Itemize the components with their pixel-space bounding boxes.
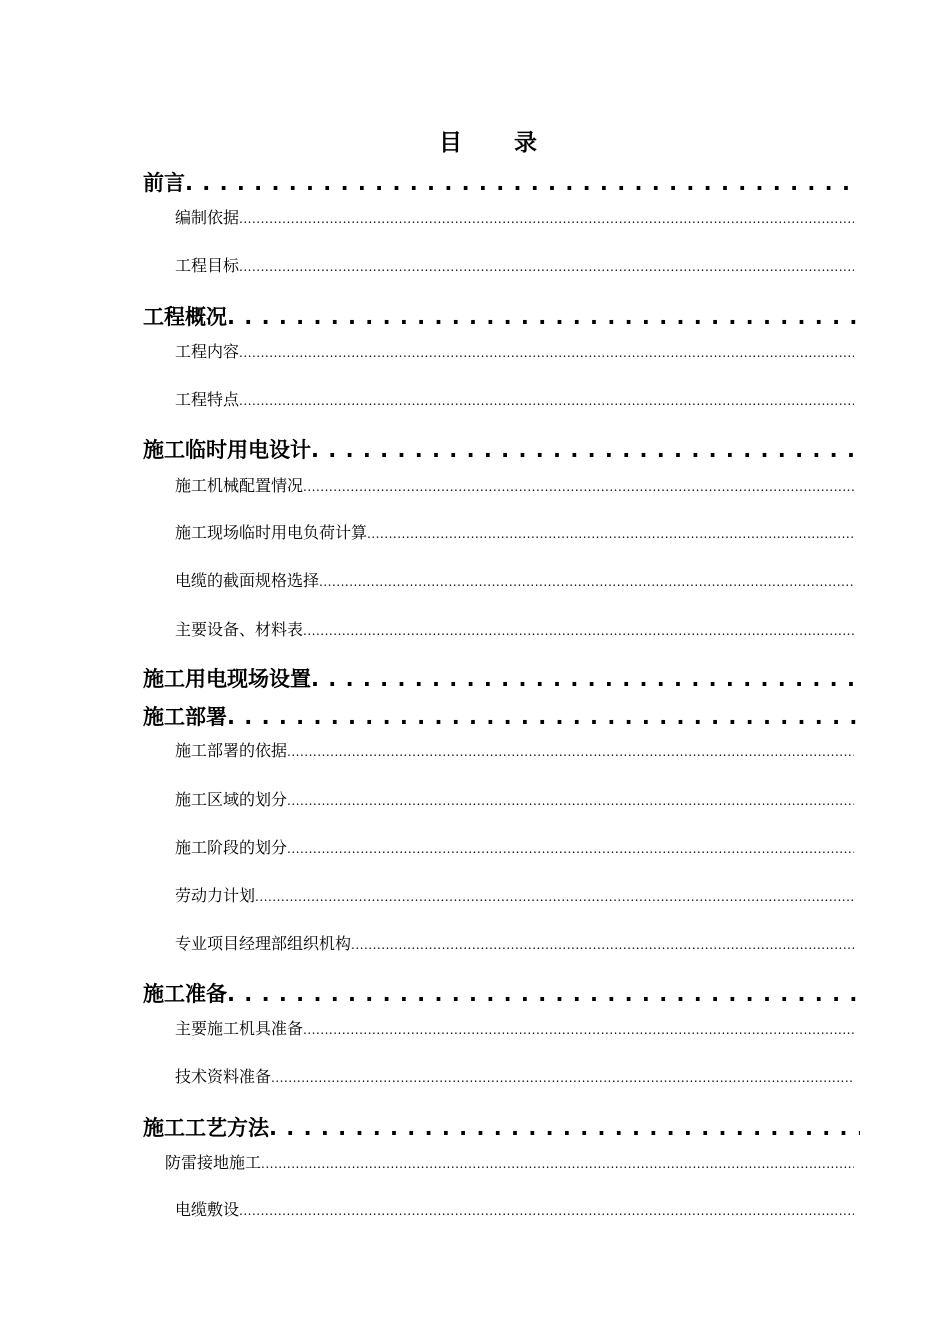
toc-entry-text: 工程目标 xyxy=(175,256,240,275)
toc-entry-2[interactable] xyxy=(175,205,854,227)
toc-entry-text: 施工机械配置情况 xyxy=(175,476,304,495)
dot-leader xyxy=(271,1067,854,1086)
toc-entry-text: 施工准备 xyxy=(143,982,227,1006)
toc-entry-2[interactable] xyxy=(175,787,854,809)
toc-entry-2[interactable] xyxy=(175,1197,854,1219)
dot-leader xyxy=(311,667,860,691)
dot-leader xyxy=(239,1200,854,1219)
toc-entry-2[interactable] xyxy=(175,883,854,905)
toc-entry-text: 主要施工机具准备 xyxy=(175,1019,304,1038)
dot-leader xyxy=(239,342,854,361)
dot-leader xyxy=(185,171,860,195)
toc-entry-text: 施工部署的依据 xyxy=(175,741,288,760)
dot-leader xyxy=(261,1153,854,1172)
toc-entry-text: 电缆敷设 xyxy=(175,1200,240,1219)
toc-entry-2[interactable] xyxy=(175,835,854,857)
dot-leader xyxy=(255,886,854,905)
toc-entry-1[interactable] xyxy=(143,978,860,1006)
dot-leader xyxy=(367,523,854,542)
toc-title: 目 录 xyxy=(438,130,559,156)
dot-leader xyxy=(303,476,854,495)
toc-entry-2[interactable] xyxy=(175,568,854,590)
toc-entry-text: 施工阶段的划分 xyxy=(175,838,288,857)
toc-entry-text: 施工部署 xyxy=(143,705,227,729)
toc-entry-2[interactable] xyxy=(175,387,854,409)
toc-entry-2[interactable] xyxy=(175,520,854,542)
toc-entry-text: 施工用电现场设置 xyxy=(143,667,311,691)
toc-entry-2[interactable] xyxy=(175,339,854,361)
dot-leader xyxy=(303,620,854,639)
toc-entry-2[interactable] xyxy=(175,253,854,275)
toc-entry-2[interactable] xyxy=(175,931,854,953)
toc-entry-2[interactable] xyxy=(175,473,854,495)
toc-entry-text: 前言 xyxy=(143,171,185,195)
toc-entry-1[interactable] xyxy=(143,434,860,462)
toc-entry-1[interactable] xyxy=(143,301,860,329)
toc-entry-text: 施工临时用电设计 xyxy=(143,438,311,462)
dot-leader xyxy=(303,1019,854,1038)
toc-entry-1[interactable] xyxy=(143,663,860,691)
toc-entry-2[interactable] xyxy=(175,1064,854,1086)
toc-entry-text: 专业项目经理部组织机构 xyxy=(175,934,352,953)
toc-entry-text: 工程概况 xyxy=(143,305,227,329)
dot-leader xyxy=(239,208,854,227)
toc-entry-text: 工程内容 xyxy=(175,342,240,361)
toc-entry-2[interactable] xyxy=(175,1016,854,1038)
toc-entry-2[interactable] xyxy=(175,738,854,760)
toc-entry-text: 编制依据 xyxy=(175,208,240,227)
dot-leader xyxy=(227,982,860,1006)
dot-leader xyxy=(319,571,854,590)
dot-leader xyxy=(287,838,854,857)
toc-entry-text: 工程特点 xyxy=(175,390,240,409)
toc-entry-text: 劳动力计划 xyxy=(175,886,256,905)
dot-leader xyxy=(287,741,854,760)
toc-entry-text: 防雷接地施工 xyxy=(165,1153,262,1172)
toc-entry-1[interactable] xyxy=(143,167,860,195)
dot-leader xyxy=(227,705,860,729)
dot-leader xyxy=(287,790,854,809)
dot-leader xyxy=(269,1116,860,1140)
dot-leader xyxy=(239,256,854,275)
dot-leader xyxy=(239,390,854,409)
dot-leader xyxy=(311,438,860,462)
dot-leader xyxy=(351,934,854,953)
toc-entry-text: 技术资料准备 xyxy=(175,1067,272,1086)
toc-entry-2[interactable] xyxy=(175,617,854,639)
toc-entry-text: 施工现场临时用电负荷计算 xyxy=(175,523,368,542)
toc-entry-text: 电缆的截面规格选择 xyxy=(175,571,320,590)
toc-entry-1[interactable] xyxy=(143,1112,860,1140)
toc-entry-1[interactable] xyxy=(143,701,860,729)
toc-entry-text: 施工工艺方法 xyxy=(143,1116,269,1140)
toc-entry-text: 施工区域的划分 xyxy=(175,790,288,809)
dot-leader xyxy=(227,305,860,329)
toc-entry-text: 主要设备、材料表 xyxy=(175,620,304,639)
toc-entry-2[interactable] xyxy=(165,1150,854,1172)
